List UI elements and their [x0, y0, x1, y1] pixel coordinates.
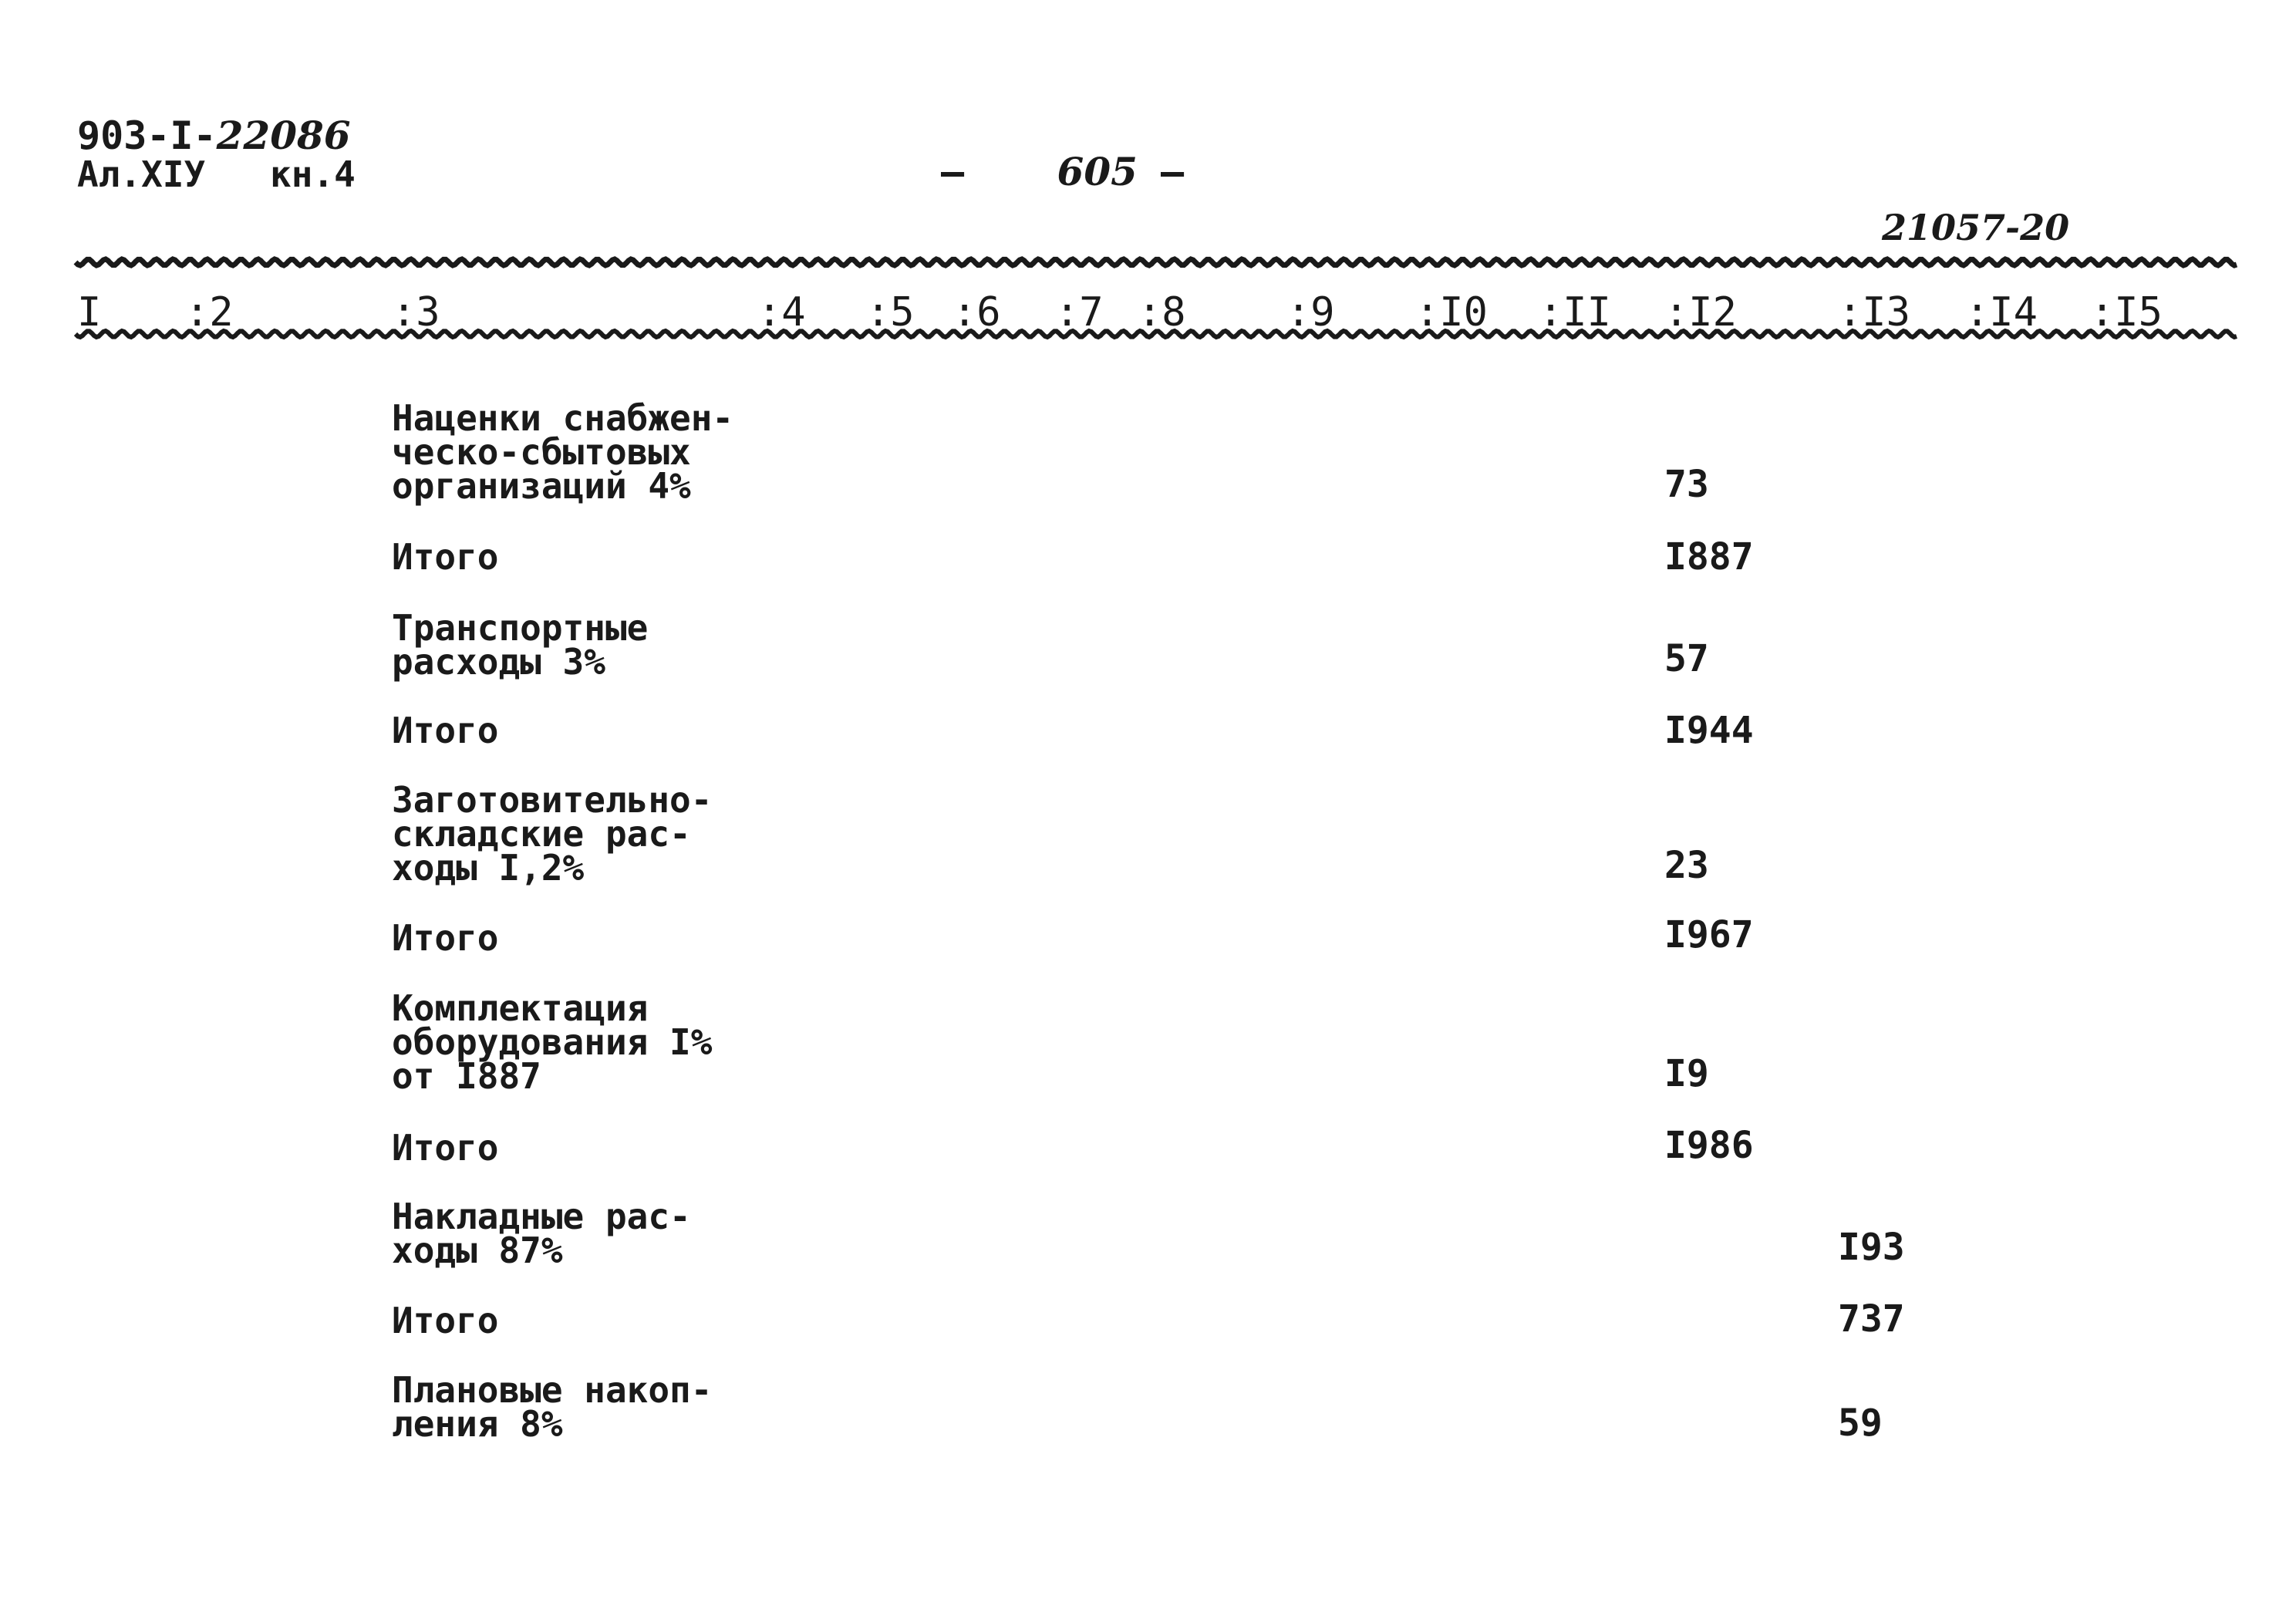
column-header-9: :9	[1286, 289, 1335, 336]
column-header-12: :I2	[1664, 289, 1737, 336]
album-label: Ал.XIУ	[77, 154, 206, 195]
column-header-3: :3	[392, 289, 440, 336]
row-label-subtotal-3: Итого	[392, 917, 499, 959]
row-label-warehouse: Заготовительно- складские рас- ходы I,2%	[392, 779, 713, 889]
column-header-11: :II	[1539, 289, 1611, 336]
row-value-subtotal-4: I986	[1664, 1124, 1754, 1167]
row-value-subtotal-1: I887	[1664, 535, 1754, 579]
row-value-subtotal-3: I967	[1664, 913, 1754, 956]
row-value-warehouse: 23	[1664, 844, 1709, 887]
stamp-number: 21057-20	[1882, 207, 2070, 248]
page-number-value: 605	[1057, 149, 1138, 194]
column-header-14: :I4	[1965, 289, 2038, 336]
top-wavy-rule	[76, 259, 2237, 265]
column-header-2: :2	[185, 289, 234, 336]
row-label-subtotal-4: Итого	[392, 1127, 499, 1169]
page-dash-right: –	[1161, 150, 1185, 194]
column-header-5: :5	[866, 289, 915, 336]
row-value-planned-savings: 59	[1838, 1402, 1883, 1445]
column-header-15: :I5	[2090, 289, 2163, 336]
page-dash-left: –	[941, 150, 965, 194]
row-label-planned-savings: Плановые накоп- ления 8%	[392, 1369, 713, 1445]
column-header-8: :8	[1138, 289, 1186, 336]
row-label-subtotal-2: Итого	[392, 710, 499, 751]
row-value-supply-markup: 73	[1664, 463, 1709, 506]
row-value-subtotal-2: I944	[1664, 709, 1754, 752]
row-label-equipment: Комплектация оборудования I% от I887	[392, 987, 713, 1097]
row-label-overhead: Накладные рас- ходы 87%	[392, 1196, 691, 1271]
row-label-subtotal-1: Итого	[392, 536, 499, 578]
column-header-7: :7	[1055, 289, 1104, 336]
column-header-6: :6	[952, 289, 1001, 336]
document-code-prefix: 903-I-	[77, 113, 217, 158]
row-value-equipment: I9	[1664, 1052, 1709, 1095]
row-value-transport: 57	[1664, 637, 1709, 680]
row-label-subtotal-5: Итого	[392, 1300, 499, 1341]
row-value-subtotal-5: 737	[1838, 1297, 1905, 1341]
row-label-supply-markup: Наценки снабжен- ческо-сбытовых организаций 4%	[392, 397, 734, 507]
row-value-overhead: I93	[1838, 1226, 1905, 1269]
book-label: кн.4	[270, 154, 356, 195]
column-header-1: I	[77, 289, 102, 336]
column-header-10: :I0	[1415, 289, 1488, 336]
document-code-handwritten: 22086	[216, 113, 351, 158]
row-label-transport: Транспортные расходы 3%	[392, 607, 649, 683]
column-header-4: :4	[757, 289, 806, 336]
column-header-13: :I3	[1838, 289, 1910, 336]
